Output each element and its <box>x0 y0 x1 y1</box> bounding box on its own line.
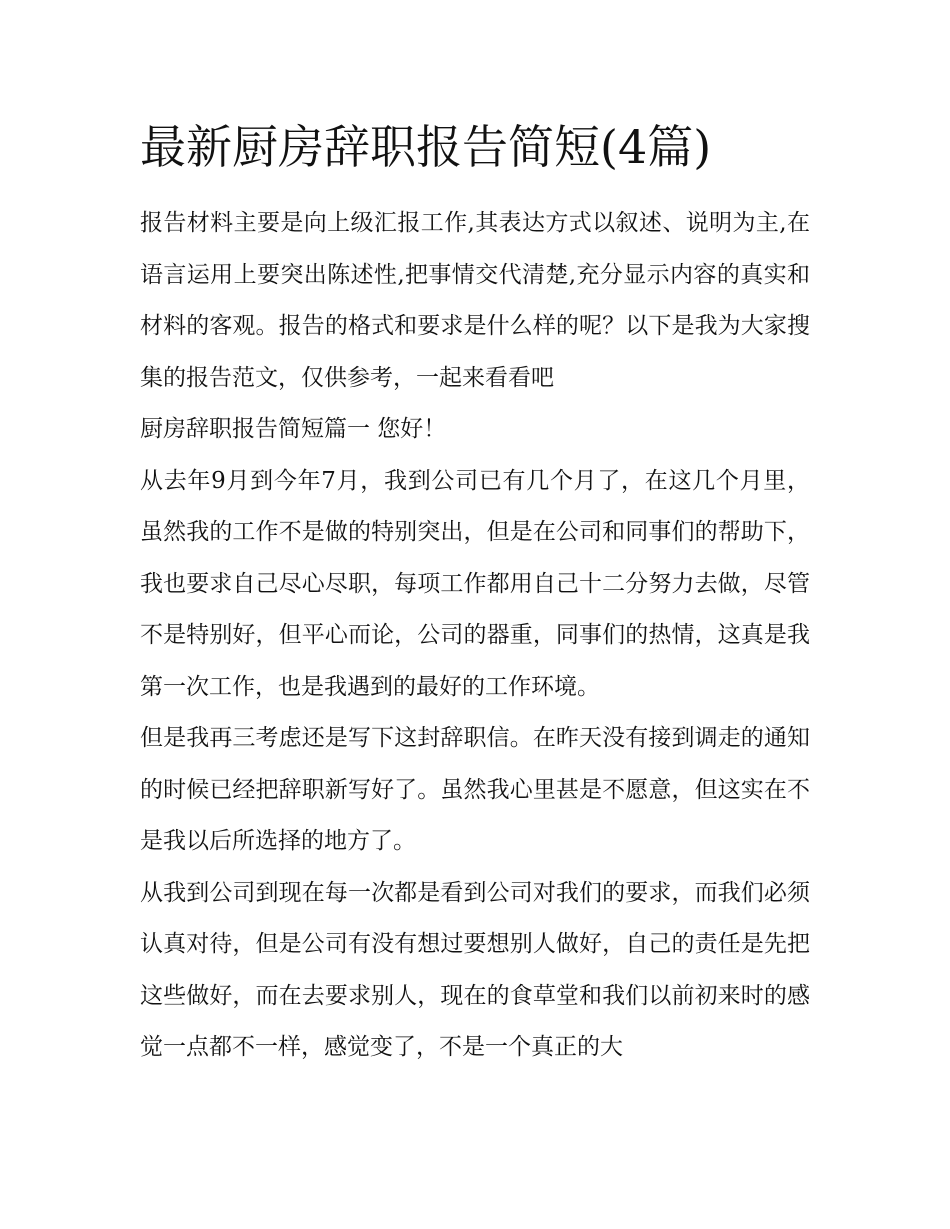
document-title: 最新厨房辞职报告简短(4篇) <box>140 120 712 174</box>
section-heading-paragraph: 厨房辞职报告简短篇一 您好！ <box>140 416 447 442</box>
body-paragraph-3: 从我到公司到现在每一次都是看到公司对我们的要求，而我们必须认真对待，但是公司有没有想过要想别人做好，自己的责任是先把这些做好，而在去要求别人，现在的食草堂和我们以前初来时的感觉一点都不一样，感觉变了，不是一个真正的大 <box>140 879 810 1060</box>
intro-paragraph: 报告材料主要是向上级汇报工作,其表达方式以叙述、说明为主,在语言运用上要突出陈述性,把事情交代清楚,充分显示内容的真实和材料的客观。报告的格式和要求是什么样的呢？以下是我为大家搜集的报告范文，仅供参考，一起来看看吧 <box>140 210 810 391</box>
body-paragraph-2: 但是我再三考虑还是写下这封辞职信。在昨天没有接到调走的通知的时候已经把辞职新写好了。虽然我心里甚是不愿意，但这实在不是我以后所选择的地方了。 <box>140 725 810 854</box>
body-paragraph-1: 从去年9月到今年7月，我到公司已有几个月了，在这几个月里，虽然我的工作不是做的特别突出，但是在公司和同事们的帮助下，我也要求自己尽心尽职，每项工作都用自己十二分努力去做，尽管不是特别好，但平心而论，公司的器重，同事们的热情，这真是我第一次工作，也是我遇到的最好的工作环境。 <box>140 467 810 700</box>
document-body <box>140 198 810 1074</box>
